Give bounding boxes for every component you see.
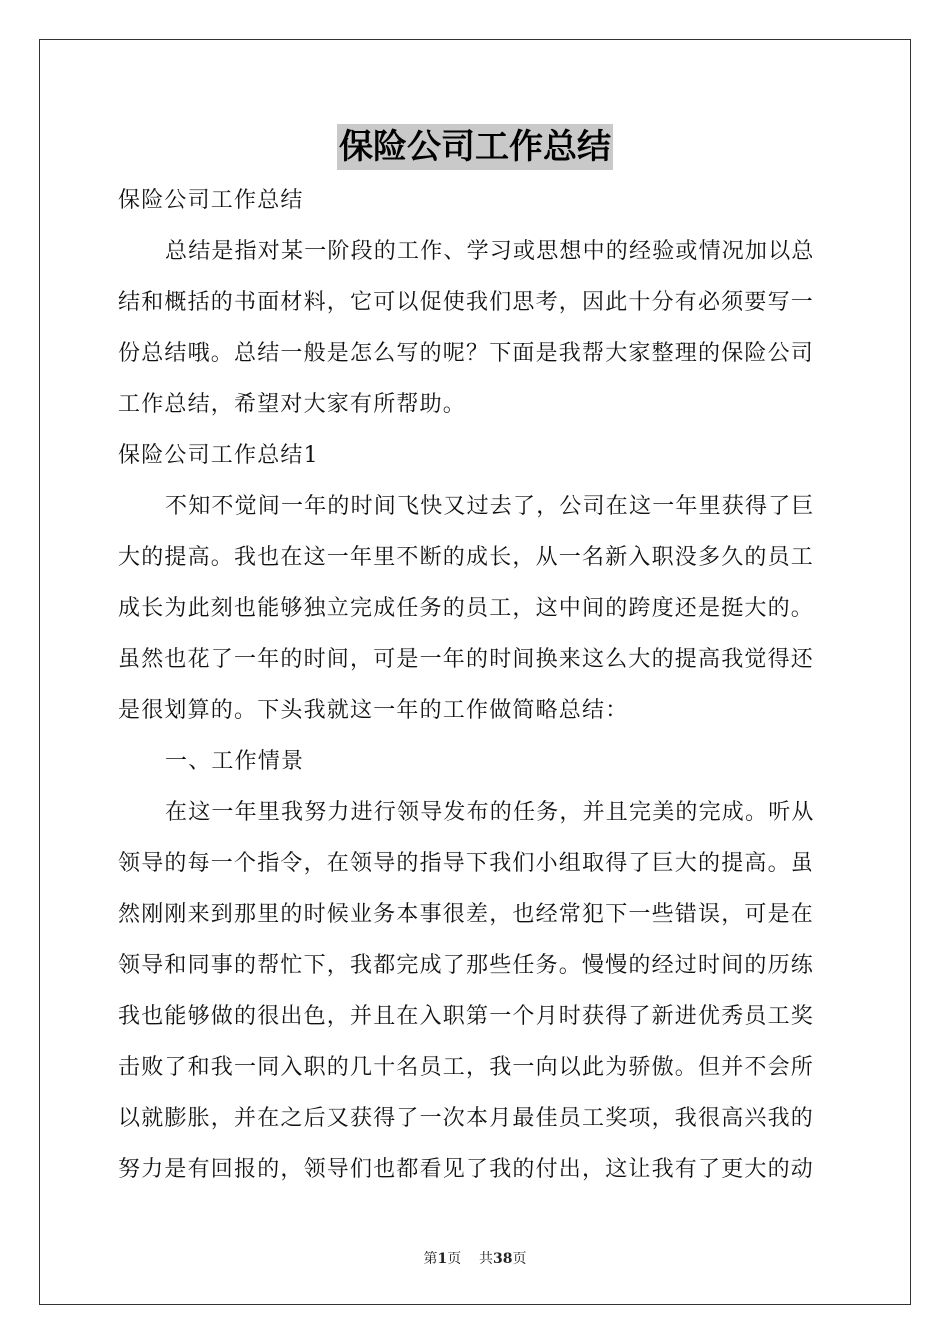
paragraph-line: 虽然也花了一年的时间，可是一年的时间换来这么大的提高我觉得还 — [118, 647, 815, 672]
paragraph-line: 成长为此刻也能够独立完成任务的员工，这中间的跨度还是挺大的。 — [118, 596, 815, 621]
paragraph-line: 不知不觉间一年的时间飞快又过去了，公司在这一年里获得了巨 — [165, 494, 815, 519]
paragraph-line: 以就膨胀，并在之后又获得了一次本月最佳员工奖项，我很高兴我的 — [118, 1106, 815, 1131]
paragraph-line: 结和概括的书面材料，它可以促使我们思考，因此十分有必须要写一 — [118, 290, 815, 315]
page-footer — [0, 1248, 950, 1268]
paragraph-line: 份总结哦。总结一般是怎么写的呢？下面是我帮大家整理的保险公司 — [118, 341, 815, 366]
paragraph-line: 工作总结，希望对大家有所帮助。 — [118, 392, 467, 417]
paragraph-line: 然刚刚来到那里的时候业务本事很差，也经常犯下一些错误，可是在 — [118, 902, 815, 927]
paragraph-line: 领导和同事的帮忙下，我都完成了那些任务。慢慢的经过时间的历练 — [118, 953, 815, 978]
paragraph-line: 是很划算的。下头我就这一年的工作做简略总结： — [118, 698, 629, 723]
total-prefix: 共 — [479, 1251, 494, 1267]
paragraph-line: 总结是指对某一阶段的工作、学习或思想中的经验或情况加以总 — [165, 239, 815, 264]
paragraph-line: 在这一年里我努力进行领导发布的任务，并且完美的完成。听从 — [165, 800, 815, 825]
page-prefix: 第 — [423, 1251, 438, 1267]
section-heading: 保险公司工作总结1 — [118, 443, 319, 468]
page-suffix: 页 — [447, 1251, 462, 1267]
document-title: 保险公司工作总结 — [337, 124, 613, 170]
paragraph-line: 领导的每一个指令，在领导的指导下我们小组取得了巨大的提高。虽 — [118, 851, 815, 876]
title-container — [0, 124, 950, 170]
paragraph-line: 大的提高。我也在这一年里不断的成长，从一名新入职没多久的员工 — [118, 545, 815, 570]
paragraph-line: 努力是有回报的，领导们也都看见了我的付出，这让我有了更大的动 — [118, 1157, 815, 1182]
subtitle-line: 保险公司工作总结 — [118, 188, 304, 213]
total-suffix: 页 — [512, 1251, 527, 1267]
paragraph-line: 我也能够做的很出色，并且在入职第一个月时获得了新进优秀员工奖 — [118, 1004, 815, 1029]
document-body — [118, 175, 834, 1195]
subsection-heading: 一、工作情景 — [165, 749, 305, 774]
paragraph-line: 击败了和我一同入职的几十名员工，我一向以此为骄傲。但并不会所 — [118, 1055, 815, 1080]
current-page-number: 1 — [437, 1251, 448, 1267]
total-page-count: 38 — [493, 1251, 513, 1267]
